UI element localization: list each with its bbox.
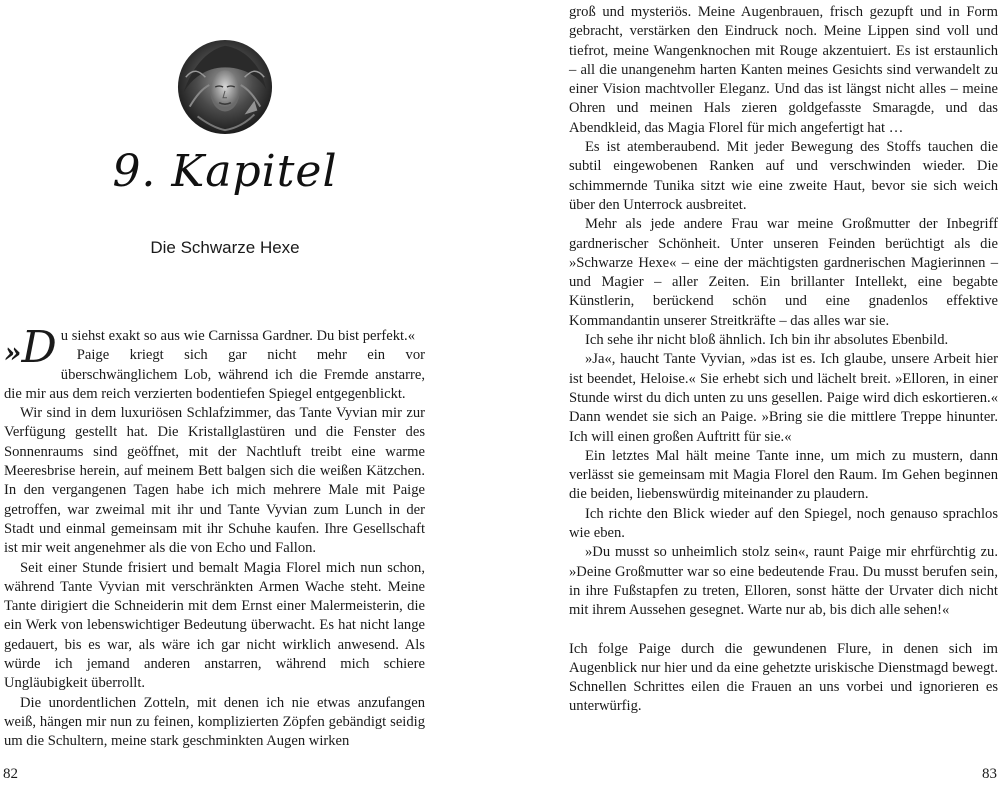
paragraph: »Du musst so unheimlich stolz sein«, raunt Paige mir ehrfürchtig zu. »Deine Großmutter war so eine bedeutende Frau. Du musst berufen sein, in ihre Fußstapfen zu treten, Elloren, sonst hätte der Urvater dich nicht mit ihrem Aussehen gesegnet. Warte nur ab, bis dich alle sehen!« — [569, 544, 998, 619]
left-page-text — [4, 322, 425, 752]
page-number: 82 — [3, 766, 18, 782]
paragraph: Wir sind in dem luxuriösen Schlafzimmer, das Tante Vyvian mir zur Verfügung gestellt hat. Die Kristallglastüren und die Fenster des Sonnenraums sind geöffnet, mit der Nachtluft treibt eine warme Meeresbrise herein, auf meinem Bett balgen sich die weißen Kätzchen. In den vergangenen Tagen habe ich mich mehrere Male mit Paige getroffen, war zweimal mit ihr und Tante Vyvian zum Lunch in der Stadt und einmal gemeinsam mit ihr Schuhe kaufen. Ihre Gesellschaft ist mir weit angenehmer als die von Echo und Fallon. — [4, 405, 425, 557]
paragraph: Ich richte den Blick wieder auf den Spiegel, noch genauso sprachlos wie eben. — [569, 505, 998, 542]
paragraph: Ich sehe ihr nicht bloß ähnlich. Ich bin ihr absolutes Ebenbild. — [585, 332, 949, 349]
woman-face-emblem-icon — [176, 38, 274, 136]
paragraph: Die unordentlichen Zotteln, mit denen ich nie etwas anzufangen weiß, hängen mir nun zu feinen, komplizierten Zöpfen gebändigt seidig um die Schultern, meine stark geschminkten Augen wirken — [4, 694, 425, 750]
paragraph: Ich folge Paige durch die gewundenen Flure, in denen sich im Augenblick nur hier und da eine gehetzte uriskische Dienstmagd bewegt. Schnellen Schrittes eilen die Frauen an uns vorbei und ignorieren es unterwürfig. — [569, 640, 998, 715]
paragraph: »Ja«, haucht Tante Vyvian, »das ist es. Ich glaube, unsere Arbeit hier ist beendet, Heloise.« Sie erhebt sich und lächelt breit. »Elloren, in einer Stunde wirst du dich unten zu uns gesellen. Paige wird dich eskortieren.« Dann wendet sie sich an Paige. »Bring sie die mittlere Treppe hinunter. Ich will einen großen Auftritt für sie.« — [569, 351, 998, 445]
chapter-title: 9. Kapitel — [112, 146, 338, 197]
paragraph: groß und mysteriös. Meine Augenbrauen, frisch gezupft und in Form gebracht, verstärken den Eindruck noch. Meine Lippen sind voll und tiefrot, meine Wangenknochen mit Rouge akzentuiert. Es ist erstaunlich – all die unangenehm harten Kanten meines Gesichts sind verwandelt zu einer Vision machtvoller Eleganz. Und das ist längst nicht alles – meine Ohren und meinen Hals zieren goldgefasste Smaragde, und das Abendkleid, das Magia Florel für mich angefertigt hat … — [569, 4, 998, 136]
drop-cap-letter: D — [21, 322, 57, 373]
paragraph: Seit einer Stunde frisiert und bemalt Magia Florel mich nun schon, während Tante Vyvian mit verschränkten Armen Wache steht. Meine Tante dirigiert die Schneiderin mit dem Ernst einer Malermeisterin, die ein Werk von lebenswichtiger Bedeutung überwacht. Es hat nicht lange gedauert, bis es war, als wäre ich gar nicht wirklich anwesend. Als würde ich jemand anderen anstarren, während mich schiere Ungläubigkeit überrollt. — [4, 559, 425, 692]
paragraph: Mehr als jede andere Frau war meine Großmutter der Inbegriff gardnerischer Schönheit. Unter unseren Feinden berüchtigt als die »Schwarze Hexe« – eine der mächtigsten gardnerischen Magierinnen – und Magier – aller Zeiten. Ein brillanter Intellekt, eine begabte Künstlerin, berückend schön und eine gnadenlos effektive Kommandantin unserer Streitkräfte – das alles war sie. — [569, 216, 998, 329]
drop-cap-quote: » — [4, 336, 22, 369]
page-number: 83 — [982, 766, 997, 782]
paragraph: Ein letztes Mal hält meine Tante inne, um mich zu mustern, dann verlässt sie gemeinsam mit Magia Florel den Raum. Im Gehen beginnen die beiden, liebenswürdig miteinander zu plaudern. — [569, 447, 998, 503]
drop-cap — [4, 322, 57, 373]
paragraph: Paige kriegt sich gar nicht mehr ein vor überschwänglichem Lob, während ich die Fremde anstarre, die mir aus dem reich verzierten bodentiefen Spiegel entgegenblickt. — [4, 347, 425, 402]
paragraph-text: u siehst exakt so aus wie Carnissa Gardner. Du bist perfekt.« — [60, 328, 416, 344]
right-page-text — [569, 3, 998, 717]
paragraph — [4, 322, 425, 373]
right-page — [500, 0, 1000, 800]
paragraph: Es ist atemberaubend. Mit jeder Bewegung des Stoffs tauchen die subtil eingewobenen Ranken auf und verschwinden wieder. Die schimmernde Tunika sitzt wie eine zweite Haut, bevor sie sich weich über den Unterrock ausbreitet. — [569, 139, 998, 213]
chapter-subtitle: Die Schwarze Hexe — [150, 238, 300, 257]
